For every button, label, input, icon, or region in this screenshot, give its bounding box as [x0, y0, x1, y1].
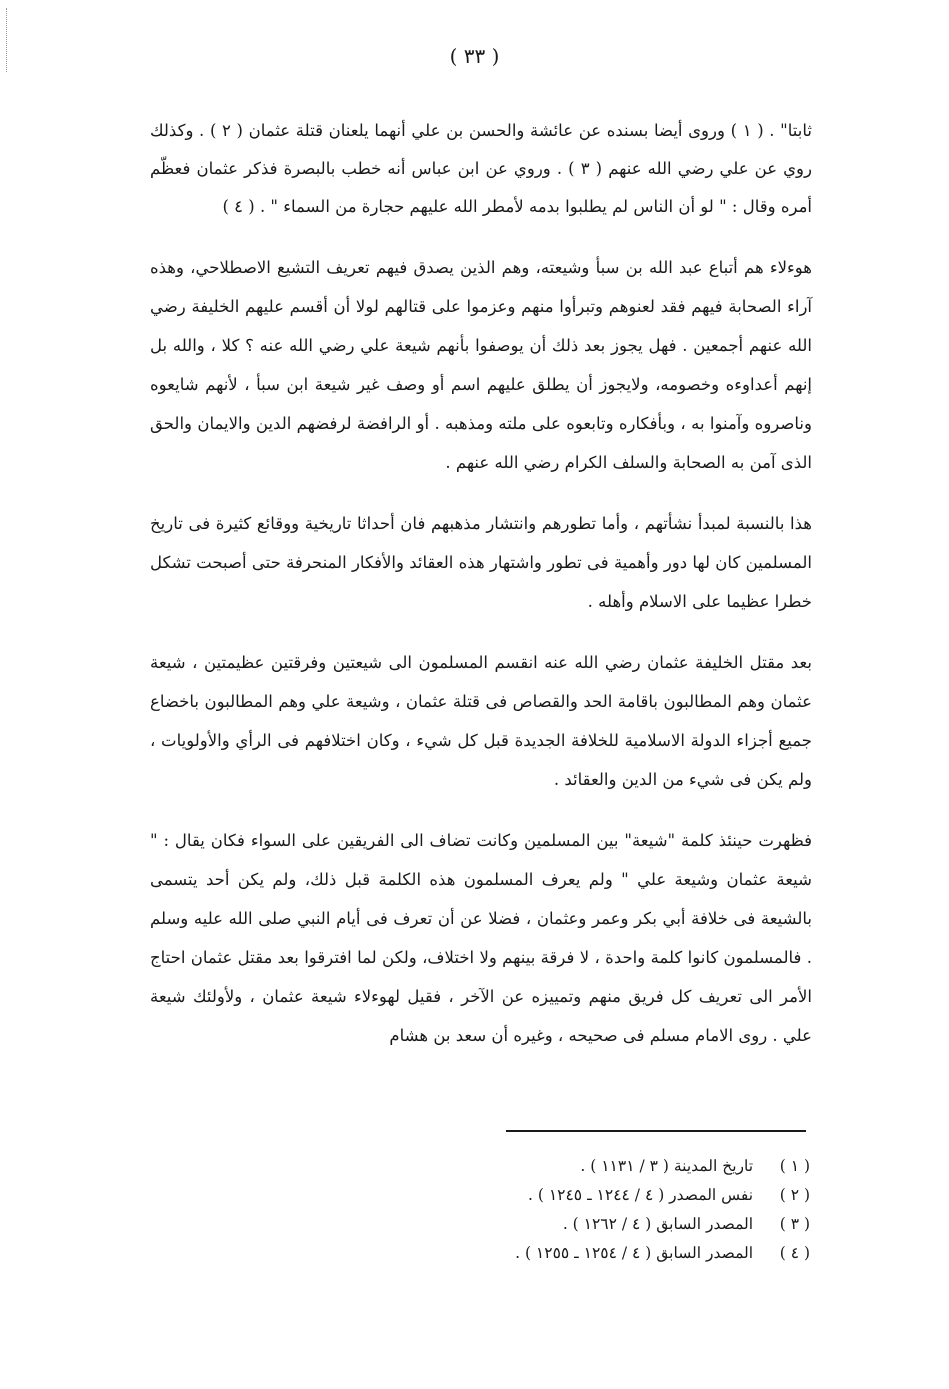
footnote-separator — [506, 1130, 806, 1132]
footnote-2 — [150, 1181, 810, 1210]
footnotes — [150, 1152, 810, 1268]
footnote-text: نفس المصدر ( ٤ / ١٢٤٤ ـ ١٢٤٥ ) . — [528, 1186, 754, 1204]
paragraph-4: بعد مقتل الخليفة عثمان رضي الله عنه انقسم المسلمون الى شيعتين وفرقتين عظيمتين ، شيعة عثمان وهم المطالبون باقامة الحد والقصاص فى قتلة عثمان ، وشيعة علي وهم المطالبون باخضاع جميع أجزاء الدولة الاسلامية للخلافة الجديدة قبل كل شيء ، وكان اختلافهم فى الرأي والأولويات ، ولم يكن فى شيء من الدين والعقائد . — [150, 653, 812, 789]
footnote-number: ( ٢ ) — [779, 1186, 810, 1204]
footnote-number: ( ٣ ) — [779, 1215, 810, 1233]
footnote-text: تاريخ المدينة ( ٣ / ١١٣١ ) . — [580, 1157, 754, 1175]
footnote-text: المصدر السابق ( ٤ / ١٢٥٤ ـ ١٢٥٥ ) . — [515, 1244, 754, 1262]
body-text — [150, 112, 812, 1077]
page-number: ( ٣٣ ) — [449, 44, 500, 68]
footnote-number: ( ٤ ) — [779, 1244, 810, 1262]
paragraph-1: ثابتا" . ( ١ ) وروى أيضا بسنده عن عائشة والحسن بن علي أنهما يلعنان قتلة عثمان ( ٢ ) . وكذلك روي عن علي رضي الله عنهم ( ٣ ) . وروي عن ابن عباس أنه خطب بالبصرة فذكر عثمان فعظّم أمره وقال : " لو أن الناس لم يطلبوا بدمه لأمطر الله عليهم حجارة من السماء " . ( ٤ ) — [150, 121, 812, 216]
paragraph-3: هذا بالنسبة لمبدأ نشأتهم ، وأما تطورهم وانتشار مذهبهم فان أحداثا تاريخية ووقائع كثيرة فى تاريخ المسلمين كان لها دور وأهمية فى تطور واشتهار هذه العقائد والأفكار المنحرفة حتى أصبحت تشكل خطرا عظيما على الاسلام وأهله . — [150, 514, 812, 611]
footnote-1 — [150, 1152, 810, 1181]
footnote-text: المصدر السابق ( ٤ / ١٢٦٢ ) . — [562, 1215, 754, 1233]
footnote-3 — [150, 1210, 810, 1239]
paragraph-2: هوءلاء هم أتباع عبد الله بن سبأ وشيعته، وهم الذين يصدق فيهم تعريف التشيع الاصطلاحي، وهذه آراء الصحابة فيهم فقد لعنوهم وتبرأوا منهم وعزموا على قتالهم لولا أن أقسم عليهم الخليفة رضي الله عنهم أجمعين . فهل يجوز بعد ذلك أن يوصفوا بأنهم شيعة علي رضي الله عنه ؟ كلا ، والله بل إنهم أعداوءه وخصومه، ولايجوز أن يطلق عليهم اسم أو وصف غير شيعة ابن سبأ ، لأنهم شايعوه وناصروه وآمنوا به ، وبأفكاره وتابعوه على ملته ومذهبه . أو الرافضة لرفضهم الدين والايمان والحق الذى آمن به الصحابة والسلف الكرام رضي الله عنهم . — [150, 258, 812, 472]
paragraph-5: فظهرت حينئذ كلمة "شيعة" بين المسلمين وكانت تضاف الى الفريقين على السواء فكان يقال : " شيعة عثمان وشيعة علي " ولم يعرف المسلمون هذه الكلمة قبل ذلك، ولم يكن أحد يتسمى بالشيعة فى خلافة أبي بكر وعمر وعثمان ، فضلا عن أن تعرف فى أيام النبي صلى الله عليه وسلم . فالمسلمون كانوا كلمة واحدة ، لا فرقة بينهم ولا اختلاف، ولكن لما افترقوا بعد مقتل عثمان احتاج الأمر الى تعريف كل فريق منهم وتمييزه عن الآخر ، فقيل لهوءلاء شيعة عثمان ، ولأولئك شيعة علي . روى الامام مسلم فى صحيحه ، وغيره أن سعد بن هشام — [150, 831, 812, 1045]
footnote-4 — [150, 1239, 810, 1268]
footnote-number: ( ١ ) — [779, 1157, 810, 1175]
